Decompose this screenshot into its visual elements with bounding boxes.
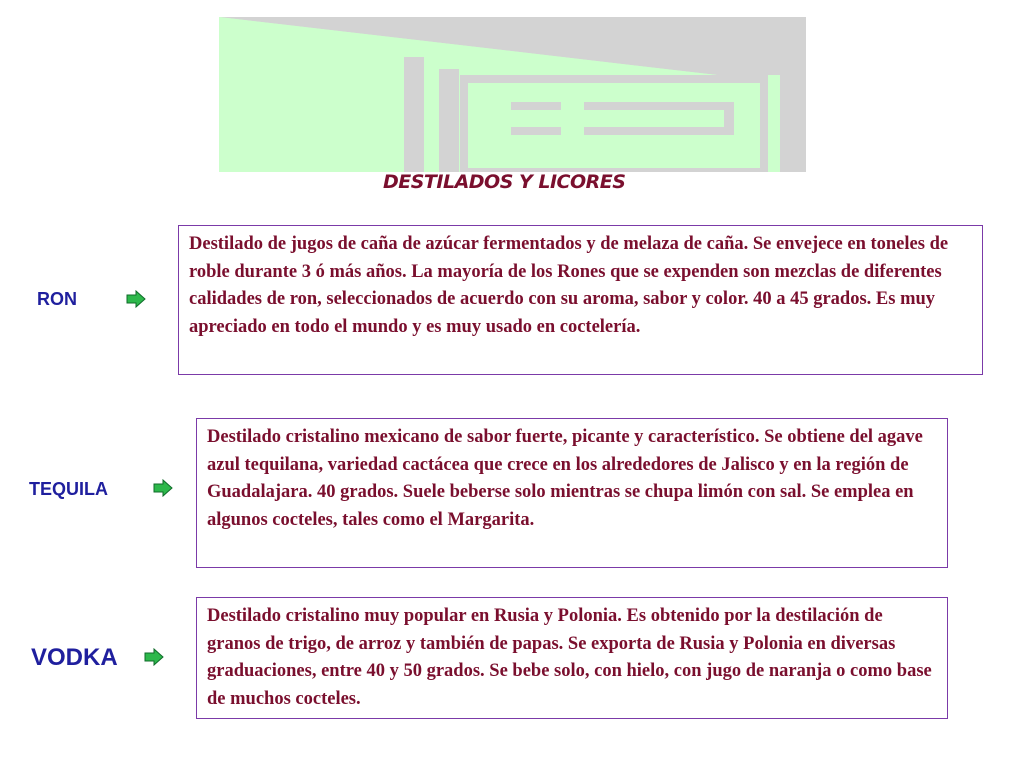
right-arrow-icon	[126, 290, 146, 308]
description-vodka: Destilado cristalino muy popular en Rusia y Polonia. Es obtenido por la destilación de granos de trigo, de arroz y también de papas. Se exporta de Rusia y Polonia en diversas graduaciones, entre 40 y 50 grados. Se bebe solo, con hielo, con jugo de naranja o como base de muchos cocteles.	[196, 597, 948, 719]
geometric-logo	[219, 17, 806, 172]
right-arrow-icon	[144, 648, 164, 666]
description-tequila: Destilado cristalino mexicano de sabor fuerte, picante y característico. Se obtiene del agave azul tequilana, variedad cactácea que crece en los alrededores de Jalisco y en la región de Guadalajara. 40 grados. Suele beberse solo mientras se chupa limón con sal. Se emplea en algunos cocteles, tales como el Margarita.	[196, 418, 948, 568]
right-arrow-icon	[153, 479, 173, 497]
label-tequila: TEQUILA	[29, 479, 108, 499]
label-ron: RON	[37, 289, 77, 309]
label-vodka: VODKA	[31, 644, 118, 671]
page-title: DESTILADOS Y LICORES	[383, 171, 626, 193]
description-ron: Destilado de jugos de caña de azúcar fermentados y de melaza de caña. Se envejece en toneles de roble durante 3 ó más años. La mayoría de los Rones que se expenden son mezclas de diferentes calidades de ron, seleccionados de acuerdo con su aroma, sabor y color. 40 a 45 grados. Es muy apreciado en todo el mundo y es muy usado en coctelería.	[178, 225, 983, 375]
